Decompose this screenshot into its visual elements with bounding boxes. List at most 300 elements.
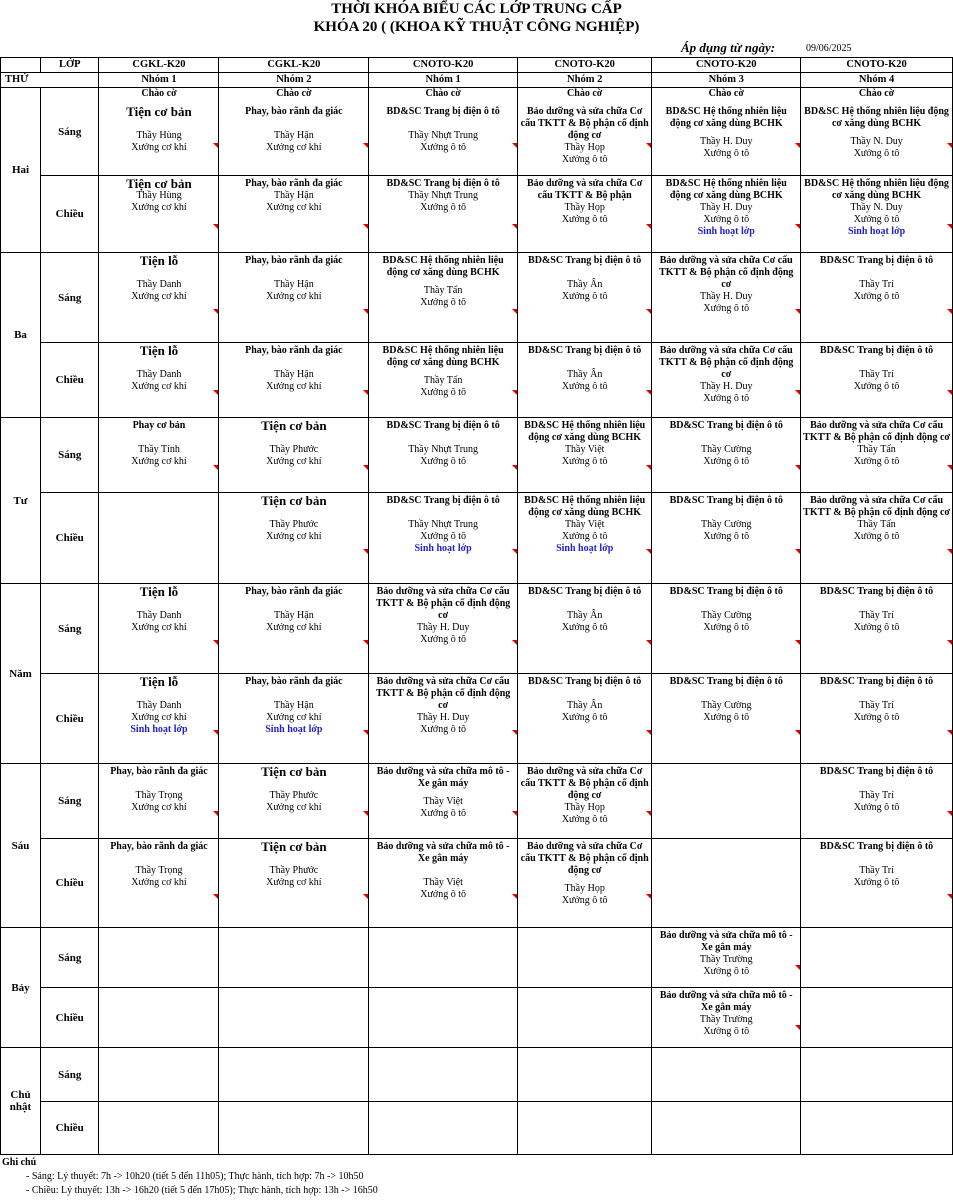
teacher-name: Thầy H. Duy: [700, 202, 753, 213]
schedule-cell: [518, 176, 652, 253]
day-label: Hai: [1, 88, 41, 253]
comment-marker-icon: [363, 465, 368, 470]
schedule-cell: [369, 418, 518, 493]
room-name: Xưởng ô tô: [561, 895, 608, 906]
schedule-cell: [801, 839, 953, 928]
room-name: Xưởng cơ khí: [266, 802, 322, 813]
session-label: Chiều: [41, 674, 99, 764]
schedule-cell: [652, 1102, 801, 1155]
session-label: Sáng: [41, 764, 99, 839]
comment-marker-icon: [795, 549, 800, 554]
session-label: Sáng: [41, 1048, 99, 1102]
comment-marker-icon: [795, 640, 800, 645]
room-name: Xưởng ô tô: [561, 531, 608, 542]
session-row: [1, 988, 953, 1048]
room-name: Xưởng ô tô: [853, 877, 900, 888]
schedule-cell: [518, 343, 652, 418]
subject-name: Tiện cơ bản: [261, 839, 327, 854]
room-name: Xưởng ô tô: [853, 148, 900, 159]
room-name: Xưởng ô tô: [853, 712, 900, 723]
class-activity-label: Sinh hoạt lớp: [265, 724, 323, 735]
subject-name: BD&SC Trang bị điện ô tô: [819, 345, 934, 356]
class-code-header: CNOTO-K20: [518, 58, 652, 73]
room-name: Xưởng cơ khí: [131, 381, 187, 392]
room-name: Xưởng ô tô: [561, 814, 608, 825]
teacher-name: Thầy Việt: [423, 796, 463, 807]
room-name: Xưởng ô tô: [703, 712, 750, 723]
subject-name: BD&SC Trang bị điện ô tô: [528, 345, 642, 356]
schedule-cell: [99, 674, 219, 764]
room-name: Xưởng cơ khí: [131, 877, 187, 888]
schedule-cell: [219, 674, 369, 764]
teacher-name: Thầy Tính: [138, 444, 180, 455]
comment-marker-icon: [213, 640, 218, 645]
apply-date-label: Áp dụng từ ngày:: [681, 40, 776, 55]
room-name: Xưởng ô tô: [853, 214, 900, 225]
session-label: Sáng: [41, 928, 99, 988]
teacher-name: Thầy Trọng: [135, 790, 183, 801]
schedule-cell: [652, 988, 801, 1048]
page-title: THỜI KHÓA BIỂU CÁC LỚP TRUNG CẤP: [331, 1, 622, 17]
subject-name: BD&SC Hệ thống nhiên liệu động cơ xăng dùng BCHK: [382, 345, 504, 368]
room-name: Xưởng ô tô: [561, 712, 608, 723]
teacher-name: Thầy Ân: [567, 369, 603, 380]
schedule-cell: [99, 418, 219, 493]
comment-marker-icon: [947, 640, 952, 645]
comment-marker-icon: [947, 143, 952, 148]
schedule-cell: [219, 343, 369, 418]
comment-marker-icon: [213, 465, 218, 470]
subject-name: BD&SC Trang bị điện ô tô: [819, 255, 934, 266]
schedule-cell: [652, 928, 801, 988]
room-name: Xưởng ô tô: [703, 966, 750, 977]
schedule-cell: [801, 928, 953, 988]
teacher-name: Thầy Tấn: [423, 375, 463, 386]
room-name: Xưởng ô tô: [420, 808, 466, 819]
teacher-name: Thầy Tấn: [423, 285, 463, 296]
comment-marker-icon: [795, 465, 800, 470]
session-row: [1, 1102, 953, 1155]
class-group-header: Nhóm 2: [518, 73, 652, 88]
comment-marker-icon: [646, 640, 651, 645]
comment-marker-icon: [646, 549, 651, 554]
room-name: Xưởng ô tô: [420, 456, 466, 467]
comment-marker-icon: [947, 894, 952, 899]
subject-name: Phay, bào rãnh đa giác: [245, 345, 343, 356]
note-line: - Chiều: Lý thuyết: 13h -> 16h20 (tiết 5 đến 17h05); Thực hành, tích hợp: 13h -> 16h50: [26, 1185, 378, 1196]
teacher-name: Thầy Họp: [564, 142, 605, 153]
comment-marker-icon: [213, 143, 218, 148]
class-group-header: Nhóm 1: [369, 73, 518, 88]
schedule-cell: [369, 764, 518, 839]
session-row: [1, 584, 953, 674]
session-label: Chiều: [41, 988, 99, 1048]
teacher-name: Thầy Hận: [274, 610, 314, 621]
schedule-cell: [369, 988, 518, 1048]
schedule-cell: [801, 176, 953, 253]
flag-ceremony: Chào cờ: [567, 88, 603, 99]
comment-marker-icon: [947, 465, 952, 470]
notes-section: [2, 1156, 378, 1198]
header-thu: THỨ: [1, 73, 99, 88]
subject-name: Bảo dưỡng và sửa chữa Cơ cấu TKTT & Bộ phận cố định động cơ: [659, 345, 794, 380]
schedule-cell: [99, 584, 219, 674]
teacher-name: Thầy N. Duy: [850, 202, 903, 213]
teacher-name: Thầy Cường: [701, 519, 752, 530]
comment-marker-icon: [795, 730, 800, 735]
room-name: Xưởng cơ khí: [266, 456, 322, 467]
teacher-name: Thầy Hận: [274, 130, 314, 141]
schedule-cell: [369, 343, 518, 418]
comment-marker-icon: [795, 309, 800, 314]
header-lop: LỚP: [41, 58, 99, 73]
comment-marker-icon: [947, 549, 952, 554]
teacher-name: Thầy Hùng: [136, 190, 182, 201]
subject-name: Tiện cơ bản: [261, 418, 327, 433]
class-code-header: CNOTO-K20: [369, 58, 518, 73]
schedule-cell: [652, 1048, 801, 1102]
teacher-name: Thầy Tấn: [857, 444, 896, 455]
teacher-name: Thầy Danh: [136, 279, 182, 290]
teacher-name: Thầy Hùng: [136, 130, 182, 141]
room-name: Xưởng ô tô: [853, 622, 900, 633]
subject-name: Bảo dưỡng và sửa chữa mô tô - Xe gắn máy: [659, 990, 793, 1013]
teacher-name: Thầy Ân: [567, 700, 603, 711]
schedule-cell: [219, 418, 369, 493]
room-name: Xưởng ô tô: [703, 1026, 750, 1037]
session-row: [1, 928, 953, 988]
comment-marker-icon: [363, 894, 368, 899]
timetable: [0, 57, 953, 1155]
subject-name: Phay, bào rãnh đa giác: [245, 106, 343, 117]
schedule-cell: [99, 1048, 219, 1102]
comment-marker-icon: [646, 143, 651, 148]
comment-marker-icon: [947, 309, 952, 314]
room-name: Xưởng ô tô: [420, 889, 466, 900]
schedule-cell: [99, 988, 219, 1048]
subject-name: Bảo dưỡng và sửa chữa Cơ cấu TKTT & Bộ phận cố định động cơ: [659, 255, 794, 290]
comment-marker-icon: [646, 390, 651, 395]
schedule-cell: [518, 928, 652, 988]
teacher-name: Thầy Trọng: [135, 865, 183, 876]
comment-marker-icon: [213, 390, 218, 395]
subject-name: Tiện lỗ: [139, 674, 179, 689]
day-label: Tư: [1, 418, 41, 584]
flag-ceremony: Chào cờ: [141, 88, 177, 99]
comment-marker-icon: [512, 811, 517, 816]
teacher-name: Thầy Trí: [859, 610, 894, 621]
schedule-cell: [219, 764, 369, 839]
comment-marker-icon: [947, 730, 952, 735]
session-label: Chiều: [41, 343, 99, 418]
header-corner-blank: [1, 58, 41, 73]
teacher-name: Thầy Cường: [701, 700, 752, 711]
session-label: Chiều: [41, 176, 99, 253]
schedule-cell: [369, 493, 518, 584]
comment-marker-icon: [363, 549, 368, 554]
comment-marker-icon: [512, 390, 517, 395]
schedule-cell: [801, 1048, 953, 1102]
comment-marker-icon: [646, 811, 651, 816]
teacher-name: Thầy Nhựt Trung: [408, 130, 479, 141]
schedule-cell: [652, 674, 801, 764]
teacher-name: Thầy Nhựt Trung: [408, 519, 479, 530]
teacher-name: Thầy H. Duy: [416, 622, 470, 633]
schedule-cell: [652, 343, 801, 418]
schedule-cell: [801, 418, 953, 493]
teacher-name: Thầy Danh: [136, 610, 182, 621]
subject-name: Bảo dưỡng và sửa chữa Cơ cấu TKTT & Bộ phận cố định động cơ: [375, 586, 511, 621]
class-activity-label: Sinh hoạt lớp: [130, 724, 188, 735]
room-name: Xưởng ô tô: [703, 622, 750, 633]
room-name: Xưởng ô tô: [420, 634, 466, 645]
session-row: [1, 176, 953, 253]
subject-name: BD&SC Trang bị điện ô tô: [669, 495, 783, 506]
schedule-cell: [801, 343, 953, 418]
subject-name: Tiện cơ bản: [261, 764, 327, 779]
class-group-header: Nhóm 3: [652, 73, 801, 88]
schedule-cell: [652, 839, 801, 928]
class-group-header: Nhóm 4: [801, 73, 953, 88]
comment-marker-icon: [795, 143, 800, 148]
schedule-cell: [518, 1048, 652, 1102]
room-name: Xưởng cơ khí: [131, 456, 187, 467]
session-label: Sáng: [41, 253, 99, 343]
comment-marker-icon: [947, 811, 952, 816]
schedule-cell: [219, 839, 369, 928]
room-name: Xưởng ô tô: [703, 393, 750, 404]
teacher-name: Thầy Nhựt Trung: [408, 190, 479, 201]
teacher-name: Thầy Ân: [567, 610, 603, 621]
room-name: Xưởng ô tô: [703, 148, 750, 159]
day-label: Bảy: [1, 928, 41, 1048]
schedule-cell: [219, 988, 369, 1048]
room-name: Xưởng ô tô: [561, 622, 608, 633]
comment-marker-icon: [512, 224, 517, 229]
schedule-cell: [219, 176, 369, 253]
comment-marker-icon: [213, 309, 218, 314]
teacher-name: Thầy Trí: [859, 369, 894, 380]
room-name: Xưởng cơ khí: [266, 712, 322, 723]
room-name: Xưởng cơ khí: [131, 712, 187, 723]
subject-name: BD&SC Trang bị điện ô tô: [528, 586, 642, 597]
schedule-cell: [518, 1102, 652, 1155]
room-name: Xưởng ô tô: [561, 214, 608, 225]
schedule-cell: [652, 584, 801, 674]
comment-marker-icon: [795, 1025, 800, 1030]
flag-ceremony: Chào cờ: [276, 88, 312, 99]
schedule-cell: [518, 88, 652, 176]
schedule-cell: [369, 584, 518, 674]
subject-name: BD&SC Trang bị điện ô tô: [669, 676, 783, 687]
teacher-name: Thầy Hận: [274, 190, 314, 201]
room-name: Xưởng ô tô: [853, 291, 900, 302]
subject-name: Tiện lỗ: [139, 584, 179, 599]
subject-name: Bảo dưỡng và sửa chữa mô tô - Xe gắn máy: [376, 841, 510, 864]
teacher-name: Thầy N. Duy: [850, 136, 903, 147]
day-label: Sáu: [1, 764, 41, 928]
subject-name: Phay, bào rãnh đa giác: [245, 255, 343, 266]
comment-marker-icon: [363, 390, 368, 395]
schedule-cell: [369, 253, 518, 343]
class-code-header: CNOTO-K20: [652, 58, 801, 73]
subject-name: BD&SC Hệ thống nhiên liệu động cơ xăng dùng BCHK: [524, 495, 646, 518]
comment-marker-icon: [512, 894, 517, 899]
room-name: Xưởng cơ khí: [266, 291, 322, 302]
room-name: Xưởng ô tô: [420, 142, 466, 153]
subject-name: Phay, bào rãnh đa giác: [245, 676, 343, 687]
comment-marker-icon: [947, 390, 952, 395]
room-name: Xưởng cơ khí: [266, 877, 322, 888]
subject-name: BD&SC Trang bị điện ô tô: [669, 586, 783, 597]
comment-marker-icon: [363, 143, 368, 148]
comment-marker-icon: [795, 224, 800, 229]
teacher-name: Thầy Danh: [136, 700, 182, 711]
teacher-name: Thầy Cường: [701, 444, 752, 455]
schedule-cell: [652, 493, 801, 584]
teacher-name: Thầy H. Duy: [700, 381, 753, 392]
schedule-cell: [518, 418, 652, 493]
class-code-header: CGKL-K20: [99, 58, 219, 73]
comment-marker-icon: [213, 894, 218, 899]
subject-name: Bảo dưỡng và sửa chữa Cơ cấu TKTT & Bộ phận cố định động cơ: [375, 676, 511, 711]
flag-ceremony: Chào cờ: [858, 88, 895, 99]
room-name: Xưởng ô tô: [853, 531, 900, 542]
room-name: Xưởng cơ khí: [266, 142, 322, 153]
subject-name: Phay cơ bản: [132, 420, 186, 431]
teacher-name: Thầy Trí: [859, 279, 894, 290]
schedule-cell: [369, 88, 518, 176]
teacher-name: Thầy Tấn: [857, 519, 896, 530]
day-label: Chủ nhật: [1, 1048, 41, 1155]
schedule-cell: [652, 176, 801, 253]
subject-name: BD&SC Hệ thống nhiên liệu động cơ xăng dùng BCHK: [665, 106, 787, 129]
room-name: Xưởng cơ khí: [266, 202, 322, 213]
teacher-name: Thầy Việt: [564, 444, 605, 455]
room-name: Xưởng ô tô: [853, 381, 900, 392]
comment-marker-icon: [795, 965, 800, 970]
session-row: [1, 418, 953, 493]
schedule-cell: [518, 988, 652, 1048]
subject-name: BD&SC Trang bị điện ô tô: [819, 766, 934, 777]
teacher-name: Thầy Phước: [269, 865, 319, 876]
comment-marker-icon: [512, 730, 517, 735]
day-label: Năm: [1, 584, 41, 764]
note-line: - Sáng: Lý thuyết: 7h -> 10h20 (tiết 5 đến 11h05); Thực hành, tích hợp: 7h -> 10h50: [26, 1171, 364, 1182]
subject-name: Phay, bào rãnh đa giác: [245, 586, 343, 597]
class-group-header: Nhóm 2: [219, 73, 369, 88]
subject-name: BD&SC Trang bị điện ô tô: [386, 178, 500, 189]
room-name: Xưởng ô tô: [420, 387, 466, 398]
schedule-cell: [518, 839, 652, 928]
room-name: Xưởng ô tô: [420, 531, 466, 542]
subject-name: Tiện cơ bản: [126, 104, 192, 119]
schedule-cell: [801, 674, 953, 764]
subject-name: Bảo dưỡng và sửa chữa Cơ cấu TKTT & Bộ phận cố định động cơ: [520, 766, 649, 801]
schedule-cell: [219, 1102, 369, 1155]
schedule-cell: [99, 343, 219, 418]
schedule-cell: [801, 764, 953, 839]
subject-name: Bảo dưỡng và sửa chữa Cơ cấu TKTT & Bộ phận cố định động cơ: [803, 420, 950, 443]
schedule-cell: [369, 928, 518, 988]
room-name: Xưởng ô tô: [420, 724, 466, 735]
subject-name: Phay, bào rãnh đa giác: [110, 841, 208, 852]
subject-name: BD&SC Trang bị điện ô tô: [386, 420, 500, 431]
teacher-name: Thầy Họp: [564, 802, 605, 813]
schedule-cell: [801, 253, 953, 343]
schedule-cell: [801, 88, 953, 176]
room-name: Xưởng ô tô: [853, 456, 900, 467]
subject-name: BD&SC Trang bị điện ô tô: [528, 255, 642, 266]
comment-marker-icon: [512, 640, 517, 645]
subject-name: BD&SC Trang bị điện ô tô: [669, 420, 783, 431]
subject-name: BD&SC Hệ thống nhiên liệu động cơ xăng dùng BCHK: [804, 178, 949, 201]
comment-marker-icon: [646, 730, 651, 735]
subject-name: Bảo dưỡng và sửa chữa mô tô - Xe gắn máy: [659, 930, 793, 953]
comment-marker-icon: [947, 224, 952, 229]
class-code-header: CNOTO-K20: [801, 58, 953, 73]
class-activity-label: Sinh hoạt lớp: [697, 226, 755, 237]
comment-marker-icon: [512, 465, 517, 470]
session-row: [1, 253, 953, 343]
schedule-cell: [219, 493, 369, 584]
comment-marker-icon: [512, 549, 517, 554]
subject-name: BD&SC Trang bị điện ô tô: [528, 676, 642, 687]
subject-name: Tiện lỗ: [139, 343, 179, 358]
schedule-cell: [99, 88, 219, 176]
session-label: Sáng: [41, 584, 99, 674]
schedule-cell: [652, 253, 801, 343]
session-label: Chiều: [41, 839, 99, 928]
room-name: Xưởng ô tô: [561, 291, 608, 302]
teacher-name: Thầy Hận: [274, 279, 314, 290]
room-name: Xưởng cơ khí: [131, 202, 187, 213]
schedule-cell: [99, 176, 219, 253]
class-activity-label: Sinh hoạt lớp: [414, 543, 472, 554]
schedule-cell: [518, 253, 652, 343]
session-row: [1, 674, 953, 764]
subject-name: Tiện cơ bản: [126, 176, 192, 191]
subject-name: Tiện lỗ: [139, 253, 179, 268]
schedule-cell: [99, 839, 219, 928]
comment-marker-icon: [646, 465, 651, 470]
teacher-name: Thầy Trí: [859, 865, 894, 876]
teacher-name: Thầy Việt: [423, 877, 463, 888]
room-name: Xưởng ô tô: [703, 214, 750, 225]
room-name: Xưởng cơ khí: [131, 142, 187, 153]
comment-marker-icon: [646, 309, 651, 314]
subject-name: Phay, bào rãnh đa giác: [110, 766, 208, 777]
comment-marker-icon: [213, 730, 218, 735]
subject-name: BD&SC Hệ thống nhiên liệu động cơ xăng dùng BCHK: [382, 255, 504, 278]
teacher-name: Thầy Trí: [859, 700, 894, 711]
session-row: [1, 343, 953, 418]
subject-name: BD&SC Trang bị điện ô tô: [819, 586, 934, 597]
teacher-name: Thầy Cường: [701, 610, 752, 621]
flag-ceremony: Chào cờ: [708, 88, 744, 99]
class-activity-label: Sinh hoạt lớp: [847, 226, 906, 237]
session-row: [1, 839, 953, 928]
comment-marker-icon: [363, 730, 368, 735]
comment-marker-icon: [363, 811, 368, 816]
session-row: [1, 1048, 953, 1102]
room-name: Xưởng ô tô: [561, 381, 608, 392]
schedule-cell: [99, 493, 219, 584]
schedule-cell: [369, 1102, 518, 1155]
teacher-name: Thầy Ân: [567, 279, 603, 290]
comment-marker-icon: [512, 309, 517, 314]
subject-name: Bảo dưỡng và sửa chữa Cơ cấu TKTT & Bộ phận cố định động cơ: [803, 495, 950, 518]
